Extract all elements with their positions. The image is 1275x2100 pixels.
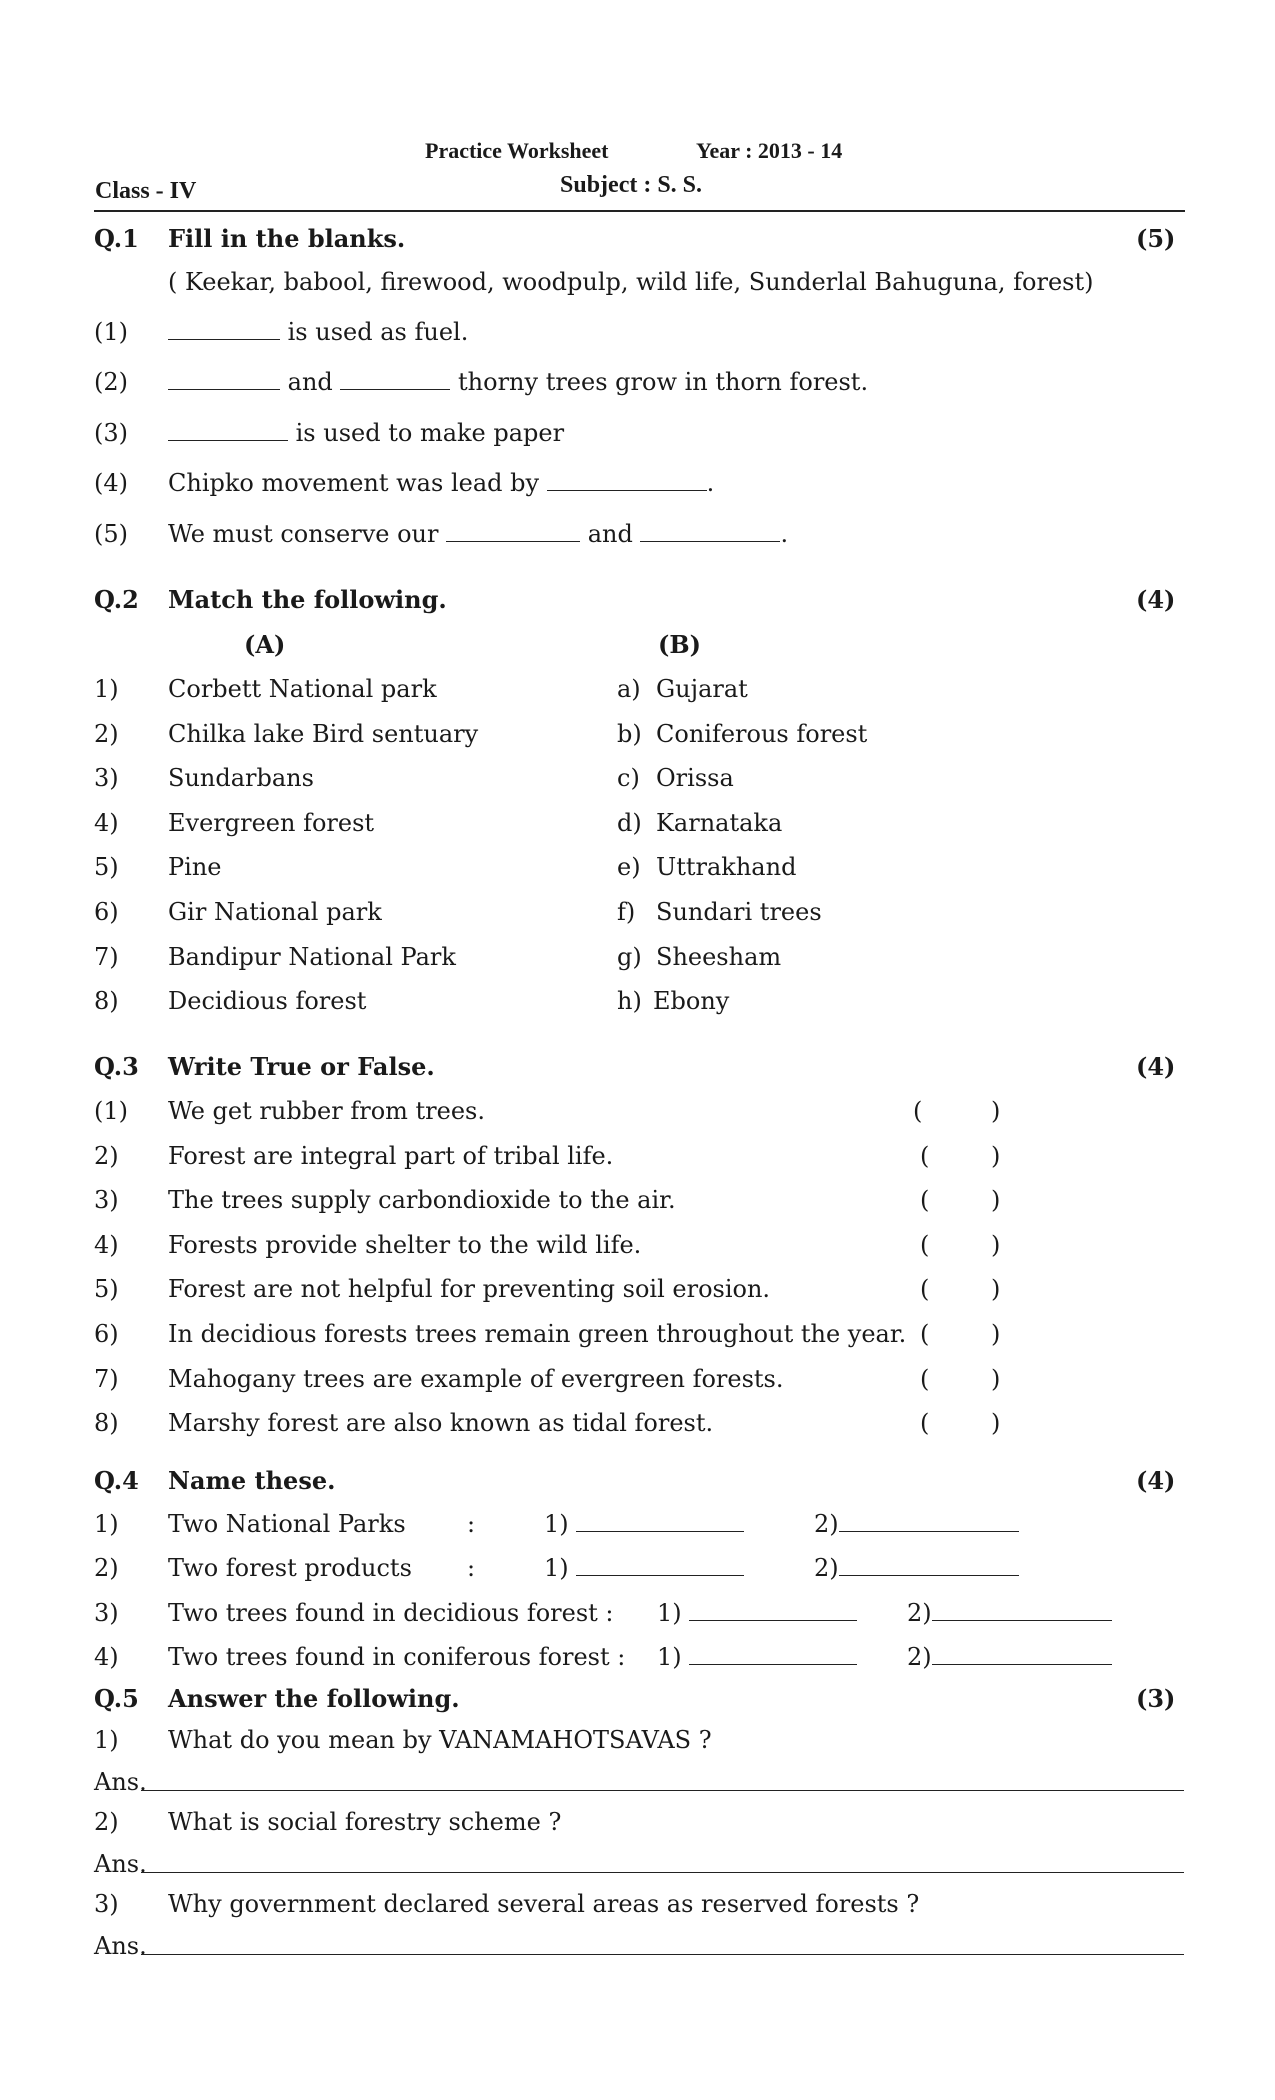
q1-number: Q.1 [94, 224, 139, 253]
q1-item [94, 368, 869, 396]
q2-title: Match the following. [168, 585, 447, 614]
q5-item [94, 1890, 920, 1918]
match-item-b: Sheesham [656, 942, 782, 971]
q4-blank-label: 1) [657, 1599, 682, 1627]
q4-title: Name these. [168, 1466, 336, 1495]
answer-line[interactable] [141, 1872, 1184, 1873]
match-row-number: 5) [94, 853, 119, 882]
answer-box-open[interactable]: ( [920, 1141, 930, 1170]
q4-blank-label: 2) [814, 1510, 839, 1538]
tf-item-text: Mahogany trees are example of evergreen forests. [168, 1364, 784, 1393]
match-row-number: 6) [94, 898, 119, 926]
tf-item-text: In decidious forests trees remain green throughout the year. [168, 1320, 907, 1348]
match-item-b: Uttrakhand [656, 853, 797, 882]
match-letter-b: a) [617, 675, 641, 703]
worksheet-title: Practice Worksheet [425, 138, 609, 163]
q5-title: Answer the following. [168, 1684, 460, 1713]
match-item-a: Gir National park [168, 898, 382, 926]
q1-item-text: . [780, 520, 789, 548]
match-item-a: Evergreen forest [168, 808, 375, 837]
match-row [94, 808, 783, 837]
name-blank[interactable] [689, 1600, 857, 1621]
tf-item-number: (1) [94, 1097, 128, 1125]
q1-item [94, 469, 715, 497]
match-item-a: Sundarbans [168, 764, 314, 793]
q2-number: Q.2 [94, 585, 139, 614]
q1-item-number: (1) [94, 318, 128, 346]
q1-item-number: (3) [94, 419, 128, 447]
name-blank[interactable] [839, 1511, 1019, 1532]
true-false-item [94, 1230, 1001, 1259]
match-row [94, 898, 822, 926]
fill-blank[interactable] [168, 369, 280, 390]
answer-box-open[interactable]: ( [920, 1364, 930, 1393]
match-row-number: 1) [94, 675, 119, 703]
match-row [94, 987, 730, 1016]
q2-marks: (4) [1136, 585, 1176, 614]
q4-item [94, 1599, 932, 1627]
match-row-number: 3) [94, 764, 119, 793]
fill-blank[interactable] [168, 319, 280, 340]
q1-item-text: and [580, 520, 641, 548]
true-false-item [94, 1409, 1001, 1438]
q4-colon: : [467, 1554, 476, 1582]
q5-item-number: 2) [94, 1808, 119, 1836]
match-letter-b: b) [617, 719, 642, 748]
q5-item-text: Why government declared several areas as reserved forests ? [168, 1890, 920, 1918]
match-letter-b: g) [617, 942, 642, 971]
q4-blank-label: 1) [657, 1643, 682, 1671]
q5-item-text: What is social forestry scheme ? [168, 1808, 562, 1836]
answer-label: Ans. [94, 1932, 147, 1960]
q1-item-text: We must conserve our [168, 520, 447, 548]
match-item-a: Bandipur National Park [168, 942, 456, 971]
match-item-a: Pine [168, 853, 222, 882]
fill-blank[interactable] [340, 369, 450, 390]
q1-item-number: (5) [94, 520, 128, 548]
q1-item-number: (2) [94, 368, 128, 396]
match-row-number: 2) [94, 719, 119, 748]
q1-item-text: and [280, 368, 341, 396]
q1-item-number: (4) [94, 469, 128, 497]
q4-blank-label: 2) [907, 1643, 932, 1671]
true-false-item [94, 1364, 1001, 1393]
match-row-number: 8) [94, 987, 119, 1016]
q4-item-text: Two trees found in decidious forest : [168, 1599, 614, 1627]
match-row-number: 7) [94, 942, 119, 971]
q4-item-text: Two National Parks [168, 1510, 406, 1538]
tf-item-number: 7) [94, 1364, 119, 1393]
q1-item-text: is used to make paper [288, 419, 565, 447]
q1-item [94, 318, 469, 346]
true-false-item [94, 1141, 1001, 1170]
column-b-heading: (B) [658, 630, 701, 659]
tf-item-text: Forest are integral part of tribal life. [168, 1141, 614, 1170]
q5-item-number: 1) [94, 1726, 119, 1754]
tf-item-text: The trees supply carbondioxide to the air. [168, 1186, 676, 1215]
name-blank[interactable] [839, 1555, 1019, 1576]
q5-number: Q.5 [94, 1684, 139, 1713]
q5-item-number: 3) [94, 1890, 119, 1918]
answer-box-close[interactable]: ) [991, 1097, 1001, 1125]
q4-item-text: Two forest products [168, 1554, 412, 1582]
q1-title: Fill in the blanks. [168, 224, 406, 253]
match-letter-b: d) [617, 808, 642, 837]
match-item-a: Chilka lake Bird sentuary [168, 719, 479, 748]
match-item-b: Coniferous forest [656, 719, 868, 748]
name-blank[interactable] [689, 1644, 857, 1665]
answer-label: Ans. [94, 1768, 147, 1796]
answer-box-open[interactable]: ( [920, 1230, 930, 1259]
q4-blank-label: 1) [544, 1510, 569, 1538]
name-blank[interactable] [576, 1511, 744, 1532]
match-item-b: Ebony [653, 987, 730, 1016]
q4-item [94, 1554, 839, 1582]
tf-item-number: 2) [94, 1141, 119, 1170]
match-item-b: Gujarat [656, 675, 748, 703]
match-row [94, 675, 748, 703]
q5-item-text: What do you mean by VANAMAHOTSAVAS ? [168, 1726, 712, 1754]
answer-line[interactable] [141, 1790, 1184, 1791]
match-item-b: Orissa [656, 764, 734, 793]
answer-label: Ans. [94, 1850, 147, 1878]
match-row-number: 4) [94, 808, 119, 837]
q4-item-number: 1) [94, 1510, 119, 1538]
answer-box-close[interactable]: ) [991, 1141, 1001, 1170]
match-item-a: Corbett National park [168, 675, 437, 703]
answer-box-close[interactable]: ) [991, 1320, 1001, 1348]
match-row [94, 853, 797, 882]
answer-box-close[interactable]: ) [991, 1409, 1001, 1438]
match-letter-b: c) [617, 764, 640, 793]
match-row [94, 764, 734, 793]
q1-item-text: Chipko movement was lead by [168, 469, 547, 497]
q1-item-text: . [706, 469, 715, 497]
tf-item-number: 6) [94, 1320, 119, 1348]
q5-item [94, 1808, 562, 1836]
q4-blank-label: 2) [814, 1554, 839, 1582]
tf-item-number: 5) [94, 1275, 119, 1304]
match-item-a: Decidious forest [168, 987, 367, 1016]
answer-box-close[interactable]: ) [991, 1275, 1001, 1304]
q4-number: Q.4 [94, 1466, 139, 1495]
q1-word-bank: ( Keekar, babool, firewood, woodpulp, wild life, Sunderlal Bahuguna, forest) [168, 268, 1094, 296]
q3-number: Q.3 [94, 1052, 139, 1081]
answer-box-close[interactable]: ) [991, 1230, 1001, 1259]
q1-marks: (5) [1136, 224, 1176, 253]
q3-marks: (4) [1136, 1052, 1176, 1081]
q5-item [94, 1726, 712, 1754]
q4-item-text: Two trees found in coniferous forest : [168, 1643, 626, 1671]
year-label: Year : 2013 - 14 [696, 138, 843, 163]
tf-item-number: 4) [94, 1230, 119, 1259]
match-letter-b: f) [617, 898, 636, 926]
tf-item-number: 8) [94, 1409, 119, 1438]
q1-item [94, 419, 565, 447]
answer-box-open[interactable]: ( [920, 1186, 930, 1215]
true-false-item [94, 1186, 1001, 1215]
q4-item-number: 2) [94, 1554, 119, 1582]
answer-line[interactable] [141, 1954, 1184, 1955]
name-blank[interactable] [932, 1600, 1112, 1621]
answer-box-open[interactable]: ( [920, 1275, 930, 1304]
answer-box-open[interactable]: ( [920, 1320, 930, 1348]
fill-blank[interactable] [446, 521, 580, 542]
header-rule [94, 210, 1185, 212]
class-label: Class - IV [95, 178, 197, 204]
q1-item [94, 520, 789, 548]
tf-item-text: Forests provide shelter to the wild life. [168, 1230, 642, 1259]
column-a-heading: (A) [244, 630, 286, 659]
subject-label: Subject : S. S. [560, 172, 703, 198]
tf-item-text: We get rubber from trees. [168, 1097, 486, 1125]
match-item-b: Karnataka [656, 808, 783, 837]
match-row [94, 719, 868, 748]
q4-item-number: 3) [94, 1599, 119, 1627]
fill-blank[interactable] [168, 420, 288, 441]
q4-blank-label: 1) [544, 1554, 569, 1582]
tf-item-text: Marshy forest are also known as tidal forest. [168, 1409, 714, 1438]
tf-item-text: Forest are not helpful for preventing soil erosion. [168, 1275, 771, 1304]
match-letter-b: e) [617, 853, 641, 882]
q4-marks: (4) [1136, 1466, 1176, 1495]
q3-title: Write True or False. [168, 1052, 435, 1081]
true-false-item [94, 1097, 1001, 1125]
fill-blank[interactable] [640, 521, 780, 542]
q4-item [94, 1510, 839, 1538]
q5-marks: (3) [1136, 1684, 1176, 1713]
answer-box-close[interactable]: ) [991, 1186, 1001, 1215]
fill-blank[interactable] [547, 470, 707, 491]
tf-item-number: 3) [94, 1186, 119, 1215]
match-row [94, 942, 782, 971]
q4-item-number: 4) [94, 1643, 119, 1671]
answer-box-open[interactable]: ( [913, 1097, 923, 1125]
name-blank[interactable] [576, 1555, 744, 1576]
match-letter-b: h) [617, 987, 642, 1016]
true-false-item [94, 1320, 1001, 1348]
name-blank[interactable] [932, 1644, 1112, 1665]
q4-item [94, 1643, 932, 1671]
q1-item-text: thorny trees grow in thorn forest. [450, 368, 869, 396]
answer-box-open[interactable]: ( [920, 1409, 930, 1438]
q4-blank-label: 2) [907, 1599, 932, 1627]
match-item-b: Sundari trees [656, 898, 822, 926]
q1-item-text: is used as fuel. [280, 318, 469, 346]
answer-box-close[interactable]: ) [991, 1364, 1001, 1393]
q4-colon: : [467, 1510, 476, 1538]
true-false-item [94, 1275, 1001, 1304]
